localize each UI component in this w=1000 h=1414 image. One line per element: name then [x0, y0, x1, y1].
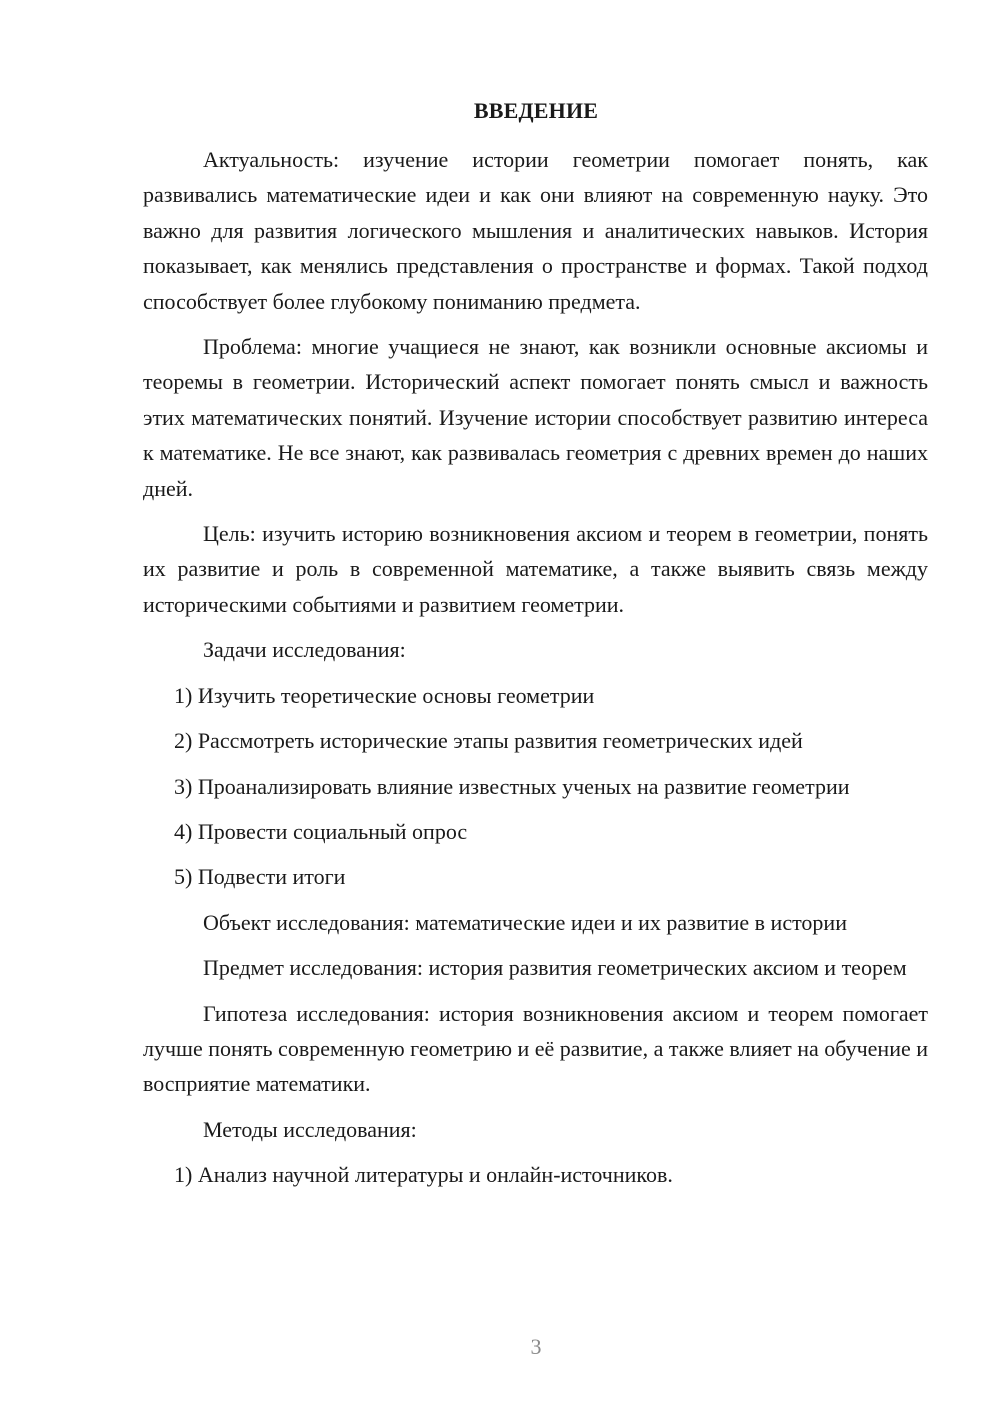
hypothesis-paragraph: Гипотеза исследования: история возникновения аксиом и теорем помогает лучше понять современную геометрию и её развитие, а также влияет на обучение и восприятие математики.	[143, 1000, 929, 1097]
research-subject-paragraph: Предмет исследования: история развития геометрических аксиом и теорем	[203, 955, 907, 981]
relevance-paragraph: Актуальность: изучение истории геометрии помогает понять, как развивались математические идеи и как они влияют на современную науку. Это важно для развития логического мышления и аналитических навыков. История показывает, как менялись представления о пространстве и формах. Такой подход способствует более глубокому пониманию предмета.	[143, 147, 928, 314]
goal-paragraph: Цель: изучить историю возникновения аксиом и теорем в геометрии, понять их развитие и роль в современной математике, а также выявить связь между историческими событиями и развитием геометрии.	[143, 521, 928, 617]
task-item-3: 3) Проанализировать влияние известных ученых на развитие геометрии	[174, 773, 850, 799]
task-item-4: 4) Провести социальный опрос	[174, 818, 468, 844]
section-title: ВВЕДЕНИЕ	[473, 98, 599, 123]
tasks-heading: Задачи исследования:	[203, 637, 406, 663]
problem-paragraph: Проблема: многие учащиеся не знают, как возникли основные аксиомы и теоремы в геометрии. Исторический аспект помогает понять смысл и важность этих математических понятий. Изучение истории способствует развитию интереса к математике. Не все знают, как развивалась геометрия с древних времен до наших дней.	[143, 334, 928, 501]
method-item-1: 1) Анализ научной литературы и онлайн-источников.	[174, 1162, 673, 1188]
research-object-paragraph: Объект исследования: математические идеи и их развитие в истории	[203, 909, 847, 935]
task-item-5: 5) Подвести итоги	[174, 864, 346, 890]
page-number: 3	[530, 1334, 542, 1359]
document-body	[143, 142, 928, 1203]
task-item-2: 2) Рассмотреть исторические этапы развития геометрических идей	[174, 728, 803, 754]
task-item-1: 1) Изучить теоретические основы геометрии	[174, 682, 595, 708]
methods-heading: Методы исследования:	[203, 1116, 417, 1142]
